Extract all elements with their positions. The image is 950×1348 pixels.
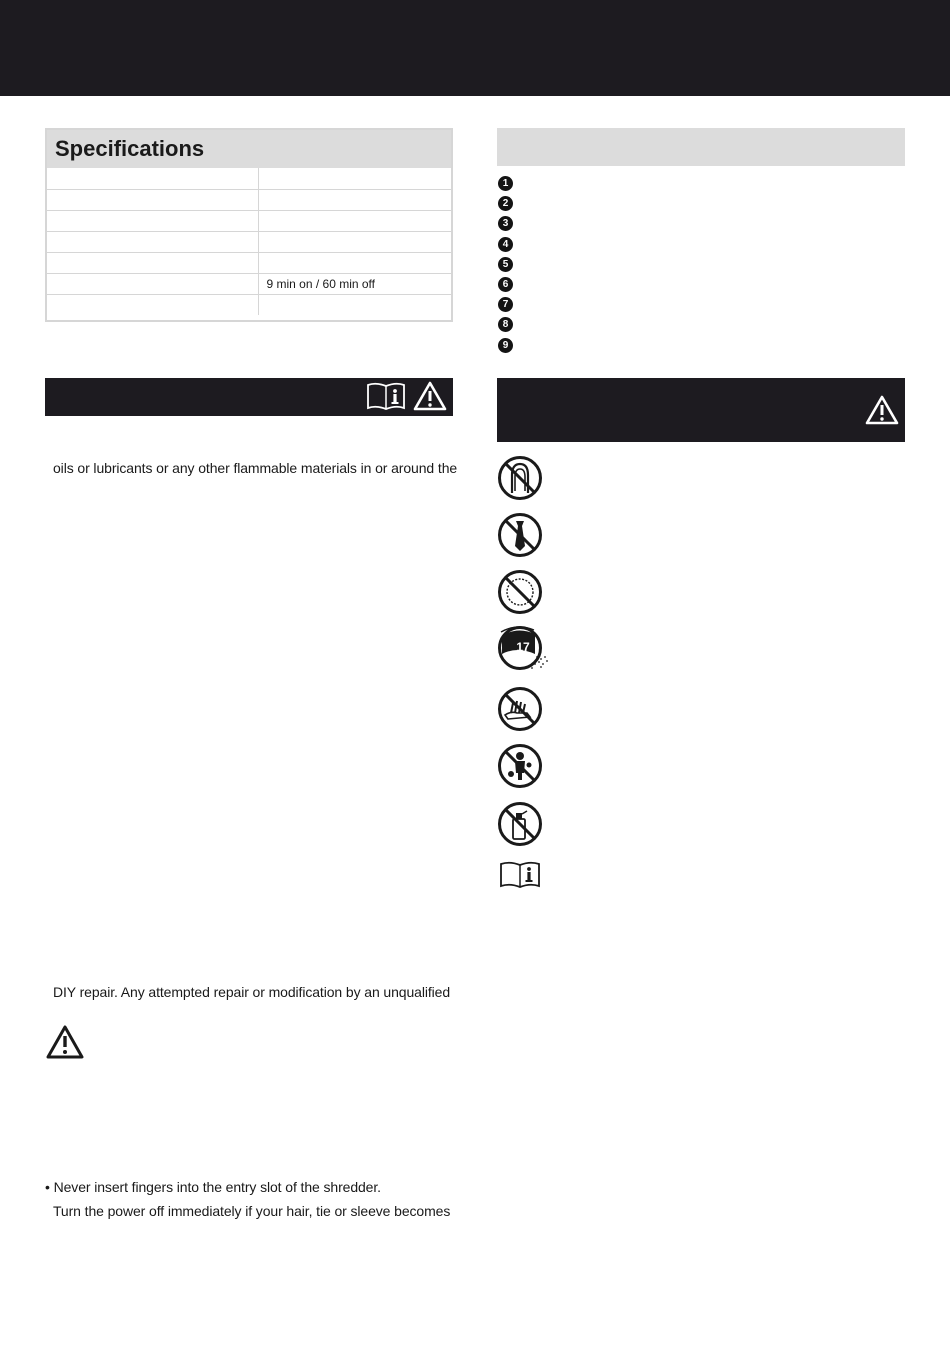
part-number-badge: 7 — [498, 297, 513, 312]
list-item — [498, 176, 513, 196]
spec-value — [258, 252, 451, 273]
part-number-badge: 1 — [498, 176, 513, 191]
spec-row — [47, 210, 451, 231]
flammable-warning-text: oils or lubricants or any other flammable materials in or around the — [53, 460, 458, 476]
spec-label — [47, 273, 258, 294]
parts-number-list — [498, 176, 513, 358]
spec-row — [47, 273, 451, 294]
spec-value — [258, 231, 451, 252]
spec-label — [47, 168, 258, 189]
spec-row — [47, 252, 451, 273]
list-item — [498, 338, 513, 358]
power-off-warning-text: Turn the power off immediately if your hair, tie or sleeve becomes — [53, 1203, 451, 1219]
spec-row — [47, 189, 451, 210]
list-item — [498, 237, 513, 257]
no-children-icon — [497, 743, 543, 789]
spec-label — [47, 294, 258, 315]
warning-triangle-icon — [45, 1024, 85, 1060]
list-item — [498, 277, 513, 297]
specifications-table — [47, 168, 451, 315]
specifications-title: Specifications — [55, 136, 205, 161]
specifications-header — [47, 130, 451, 168]
spec-value — [258, 168, 451, 189]
spec-label — [47, 231, 258, 252]
spec-row — [47, 294, 451, 315]
spec-label — [47, 252, 258, 273]
part-number-badge: 9 — [498, 338, 513, 353]
spec-value — [258, 294, 451, 315]
no-long-hair-icon — [497, 455, 543, 501]
spec-label — [47, 210, 258, 231]
list-item — [498, 257, 513, 277]
parts-header — [497, 128, 905, 166]
spec-row — [47, 231, 451, 252]
list-item — [498, 196, 513, 216]
safety-instructions-bar — [45, 378, 453, 416]
warning-triangle-icon — [864, 394, 900, 426]
part-number-badge: 6 — [498, 277, 513, 292]
part-number-badge: 4 — [498, 237, 513, 252]
spec-value — [258, 210, 451, 231]
read-manual-icon — [366, 381, 406, 411]
max-sheets-number: 17 — [516, 640, 530, 654]
repair-warning-text: DIY repair. Any attempted repair or modification by an unqualified — [53, 984, 451, 1000]
part-number-badge: 5 — [498, 257, 513, 272]
max-sheets-icon — [497, 624, 551, 672]
no-cd-icon — [497, 569, 543, 615]
part-number-badge: 8 — [498, 317, 513, 332]
top-header-band — [0, 0, 950, 96]
part-number-badge: 3 — [498, 216, 513, 231]
specifications-box — [45, 128, 453, 322]
list-item — [498, 216, 513, 236]
spec-label — [47, 189, 258, 210]
fingers-warning-text: • Never insert fingers into the entry slot of the shredder. — [45, 1179, 381, 1195]
spec-value-duty-cycle: 9 min on / 60 min off — [258, 273, 451, 294]
part-number-badge: 2 — [498, 196, 513, 211]
spec-row — [47, 168, 451, 189]
read-manual-icon — [499, 860, 541, 888]
no-tie-icon — [497, 512, 543, 558]
warning-triangle-icon — [412, 380, 448, 412]
spec-value — [258, 189, 451, 210]
no-hand-icon — [497, 686, 543, 732]
list-item — [498, 317, 513, 337]
list-item — [498, 297, 513, 317]
safety-symbols-bar — [497, 378, 905, 442]
no-aerosol-icon — [497, 801, 543, 847]
